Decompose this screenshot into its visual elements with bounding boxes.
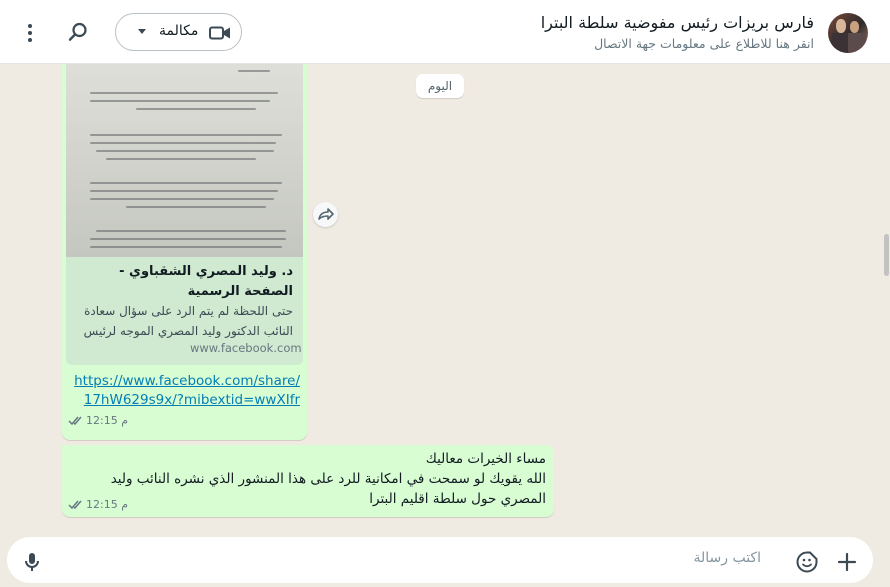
forward-icon xyxy=(313,202,338,227)
video-camera-icon xyxy=(209,26,231,40)
contact-info-hint[interactable]: انقر هنا للاطلاع على معلومات جهة الاتصال xyxy=(594,36,814,51)
link-preview-card[interactable] xyxy=(66,64,303,365)
contact-avatar[interactable] xyxy=(828,13,868,53)
message-line-greeting: مساء الخيرات معاليك xyxy=(425,451,546,467)
message-time: 12:15 م xyxy=(86,498,129,511)
scrollbar-thumb[interactable] xyxy=(884,234,889,276)
link-preview-image xyxy=(66,64,303,257)
read-ticks-icon xyxy=(68,499,84,510)
read-ticks-icon xyxy=(68,415,84,426)
plus-icon[interactable] xyxy=(835,550,859,574)
sticker-icon[interactable] xyxy=(795,550,819,574)
message-list[interactable] xyxy=(0,64,890,533)
link-preview-title: د. وليد المصري الشقباوي - الصفحة الرسمية xyxy=(119,264,293,299)
message-link[interactable]: https://www.facebook.com/share/17hW629s9x/?mibextid=wwXIfr xyxy=(74,373,300,408)
message-input[interactable] xyxy=(7,537,873,583)
contact-name[interactable]: فارس بريزات رئيس مفوضية سلطة البترا xyxy=(540,13,814,32)
outgoing-message-text[interactable] xyxy=(62,445,554,517)
link-preview-domain: www.facebook.com xyxy=(190,341,302,355)
microphone-icon[interactable] xyxy=(20,550,44,574)
chat-header xyxy=(0,0,890,64)
call-button-label: مكالمة xyxy=(159,23,199,39)
composer-bar xyxy=(0,533,890,587)
call-button[interactable] xyxy=(115,13,242,51)
caret-down-icon[interactable] xyxy=(138,29,146,34)
forward-button[interactable] xyxy=(313,202,338,227)
date-separator: اليوم xyxy=(416,74,464,98)
message-input-placeholder: اكتب رسالة xyxy=(693,550,761,566)
message-line-body: الله يقويك لو سمحت في امكانية للرد على هذا المنشور الذي نشره النائب وليد المصري حول سلطة اقليم البترا xyxy=(110,471,546,507)
menu-dots-icon[interactable] xyxy=(18,21,42,45)
outgoing-message-link[interactable] xyxy=(62,64,307,440)
link-preview-description: حتى اللحظة لم يتم الرد على سؤال سعادة النائب الدكتور وليد المصري الموجه لرئيس xyxy=(83,304,293,338)
message-text xyxy=(76,449,546,509)
search-icon[interactable] xyxy=(66,20,90,44)
message-time: 12:15 م xyxy=(86,414,129,427)
